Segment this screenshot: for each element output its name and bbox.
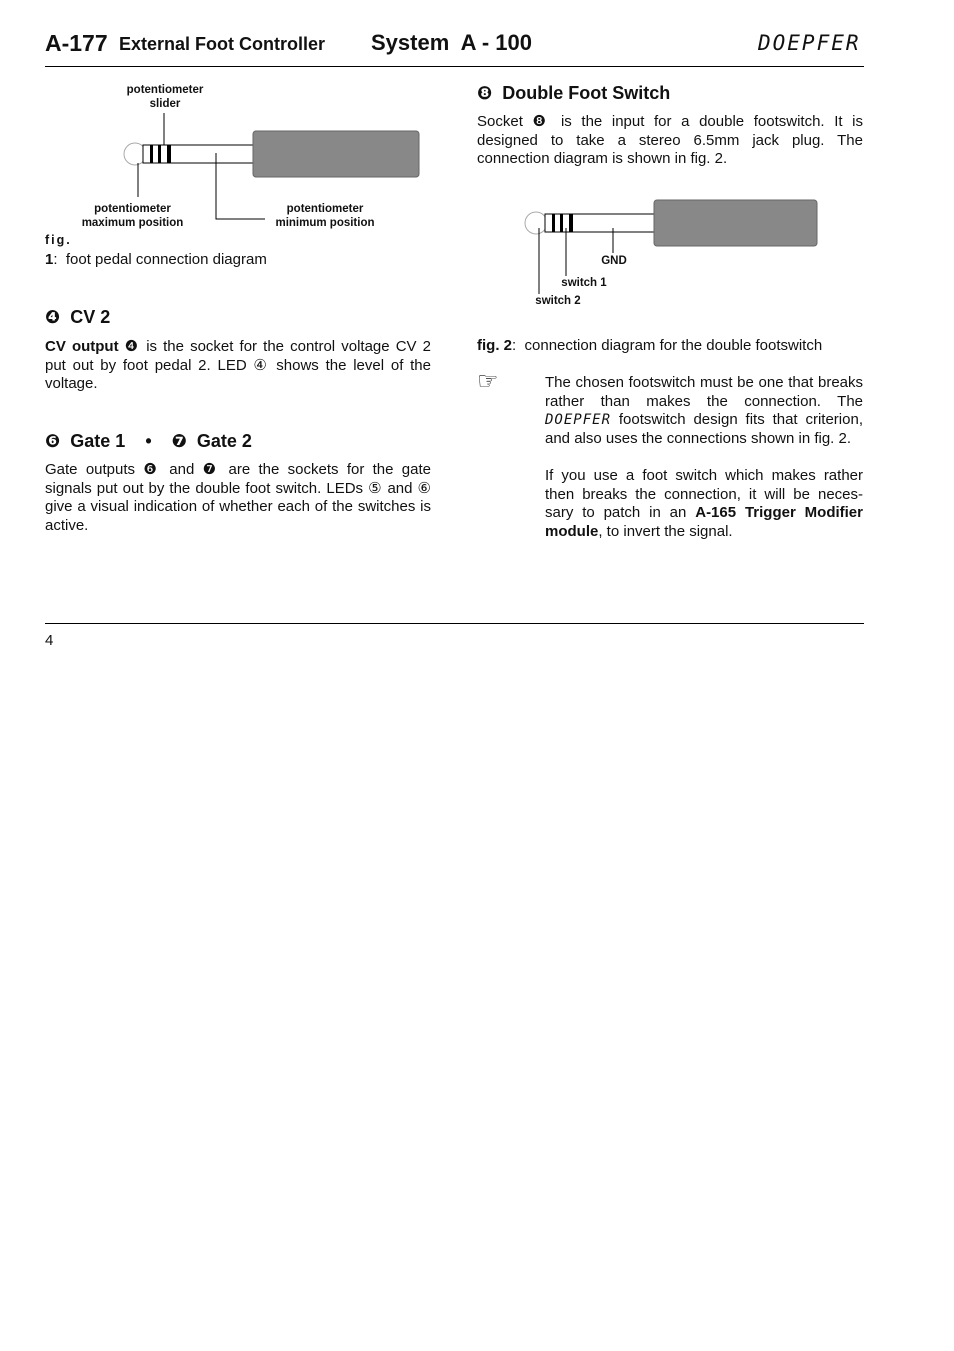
gates-marker-a: ❻	[143, 461, 161, 478]
gates-paragraph	[45, 461, 431, 535]
note-p2-bold: A-165 Trigger Modifier module	[545, 504, 863, 540]
fig2-caption-bold: fig. 2	[477, 337, 513, 354]
module-code: A-177	[45, 30, 108, 56]
fig2-caption-text: : connection diagram for the double footswitch	[512, 337, 823, 354]
gates-marker-b: ❼	[202, 461, 221, 478]
footswitch-text-b: is the input for a double footswitch. It is designed to take a stereo 6.5mm jack plug. The connection diagram is shown in fig. 2.	[477, 113, 863, 167]
fig1-caption-number: 1	[45, 251, 54, 268]
gates-text-c: are the sockets for the gate signals put out by the double foot switch. LEDs ⑤ and ⑥ give a visual indication of whether each of the switches is active.	[45, 461, 431, 534]
pointing-hand-icon: ☞	[477, 368, 499, 395]
gates-text-b: and	[169, 461, 195, 478]
fig2-caption	[477, 337, 822, 354]
cv2-text: is the socket for the control voltage CV 2 put out by foot pedal 2. LED ④ shows the level of the voltage.	[45, 338, 431, 392]
gates-text-a: Gate outputs	[45, 461, 136, 478]
note-p1-text-a: The chosen footswitch must be one that breaks rather than makes the connection. The	[545, 374, 863, 410]
doepfer-logo: DOEPFER	[758, 31, 861, 55]
gate2-marker: ❼	[171, 431, 187, 451]
gate1-marker: ❻	[45, 431, 61, 451]
note-paragraph-2	[545, 467, 863, 541]
module-title: External Foot Controller	[119, 34, 326, 54]
page-number: 4	[45, 632, 54, 649]
note-p2-text-b: , to invert the signal.	[598, 522, 733, 540]
footer-rule	[45, 623, 864, 624]
gate2-heading-text: Gate 2	[196, 431, 252, 451]
fig2-plug-drawing	[0, 0, 954, 320]
note-p1-text-b: footswitch design fits that criterion, and also uses the connections shown in fig. 2.	[545, 411, 863, 447]
footswitch-text-a: Socket	[477, 113, 523, 130]
cv2-marker-inline: ❹	[124, 338, 141, 355]
fig1-label-min: potentiometer minimum position	[275, 203, 375, 229]
note-paragraph-1	[545, 374, 863, 448]
system-title: System A - 100	[371, 30, 533, 55]
footswitch-marker: ❽	[477, 83, 493, 103]
gates-bullet: •	[145, 431, 152, 451]
cv2-marker: ❹	[45, 307, 61, 327]
note-p2-text-a: If you use a foot switch which makes rather then breaks the connection, it will be neces-sary to patch in an	[545, 467, 863, 521]
cv2-bold-lead: CV output	[45, 338, 119, 355]
fig2-label-gnd: GND	[601, 255, 627, 267]
cv2-heading-text: CV 2	[70, 307, 111, 327]
fig1-caption-text: : foot pedal connection diagram	[53, 251, 267, 268]
note-doepfer-logo: DOEPFER	[545, 412, 612, 428]
fig1-label-slider: potentiometer slider	[126, 84, 204, 110]
fig1-label-max: potentiometer maximum position	[81, 203, 184, 229]
footswitch-heading-text: Double Foot Switch	[502, 83, 671, 103]
fig2-label-switch2: switch 2	[535, 295, 581, 307]
gates-heading	[45, 431, 252, 452]
footswitch-marker-inline: ❽	[532, 113, 552, 130]
cv2-paragraph	[45, 338, 431, 394]
gate1-heading-text: Gate 1	[70, 431, 126, 451]
fig1-fig-word: fig.	[45, 233, 72, 247]
fig2-label-switch1: switch 1	[561, 277, 607, 289]
